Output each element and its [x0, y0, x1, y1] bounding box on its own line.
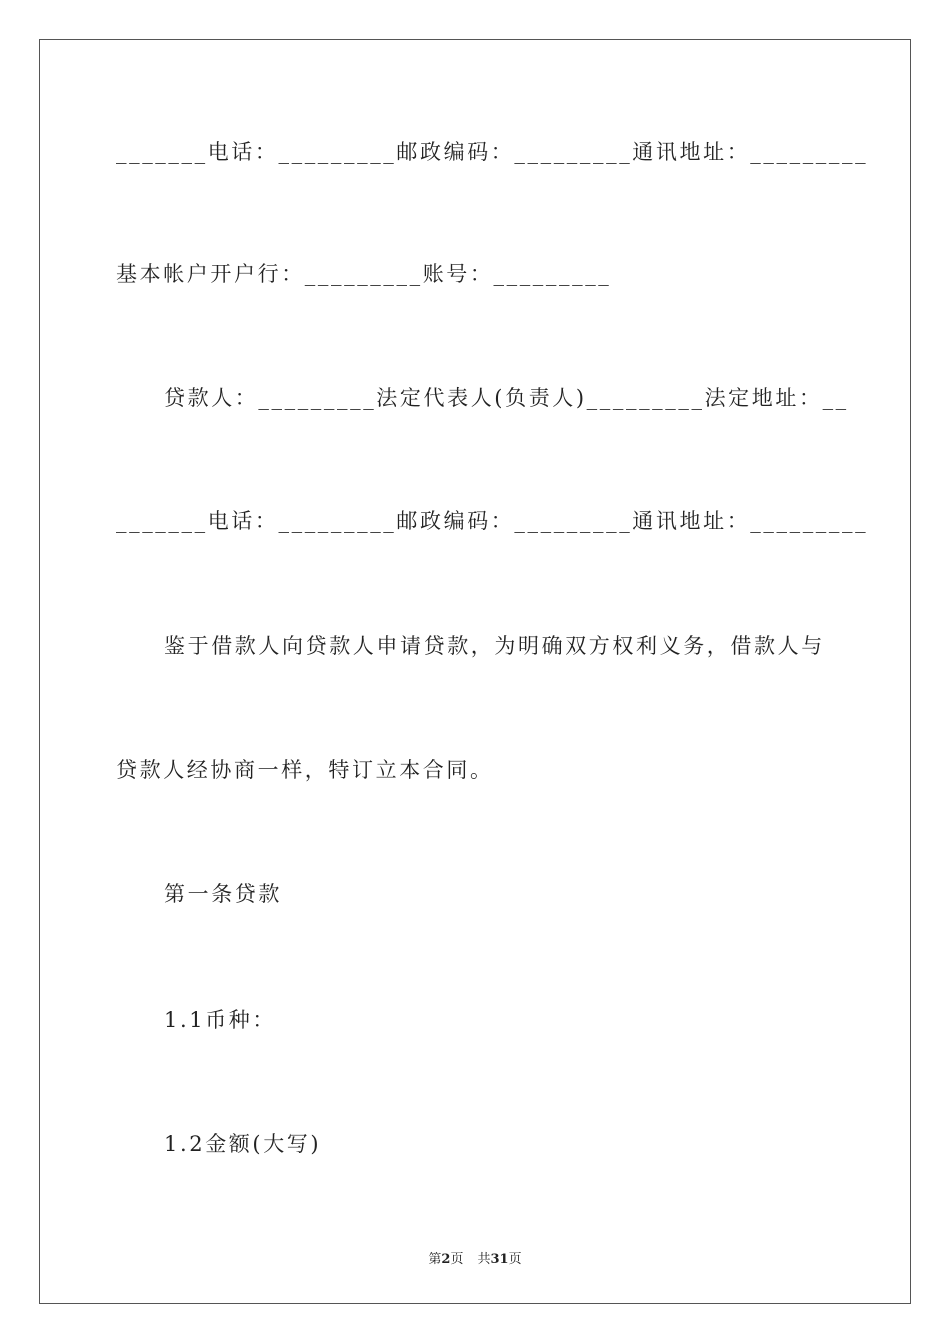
- contact-line-lender: _______电话：_________邮政编码：_________通讯地址：_________: [116, 509, 869, 533]
- page-border: [39, 39, 911, 1304]
- footer-page-number: 2: [441, 1252, 451, 1267]
- lender-line: 贷款人：_________法定代表人(负责人)_________法定地址：__: [164, 386, 849, 410]
- page-footer: [0, 1248, 950, 1267]
- article-heading: 第一条贷款: [164, 882, 282, 906]
- contact-line-borrower: _______电话：_________邮政编码：_________通讯地址：_________: [116, 140, 869, 164]
- footer-total-pages: 31: [490, 1252, 509, 1267]
- footer-total-suffix: 页: [508, 1252, 522, 1267]
- preamble-line-2: 贷款人经协商一样，特订立本合同。: [116, 758, 494, 782]
- preamble-line-1: 鉴于借款人向贷款人申请贷款，为明确双方权利义务，借款人与: [164, 634, 825, 658]
- clause-currency: 1.1币种：: [164, 1008, 276, 1032]
- bank-account-line: 基本帐户开户行：_________账号：_________: [116, 262, 612, 286]
- footer-page-prefix: 第: [428, 1252, 442, 1267]
- footer-page-suffix: 页: [450, 1252, 464, 1267]
- clause-amount: 1.2金额(大写): [164, 1132, 322, 1156]
- footer-total-prefix: 共: [477, 1252, 491, 1267]
